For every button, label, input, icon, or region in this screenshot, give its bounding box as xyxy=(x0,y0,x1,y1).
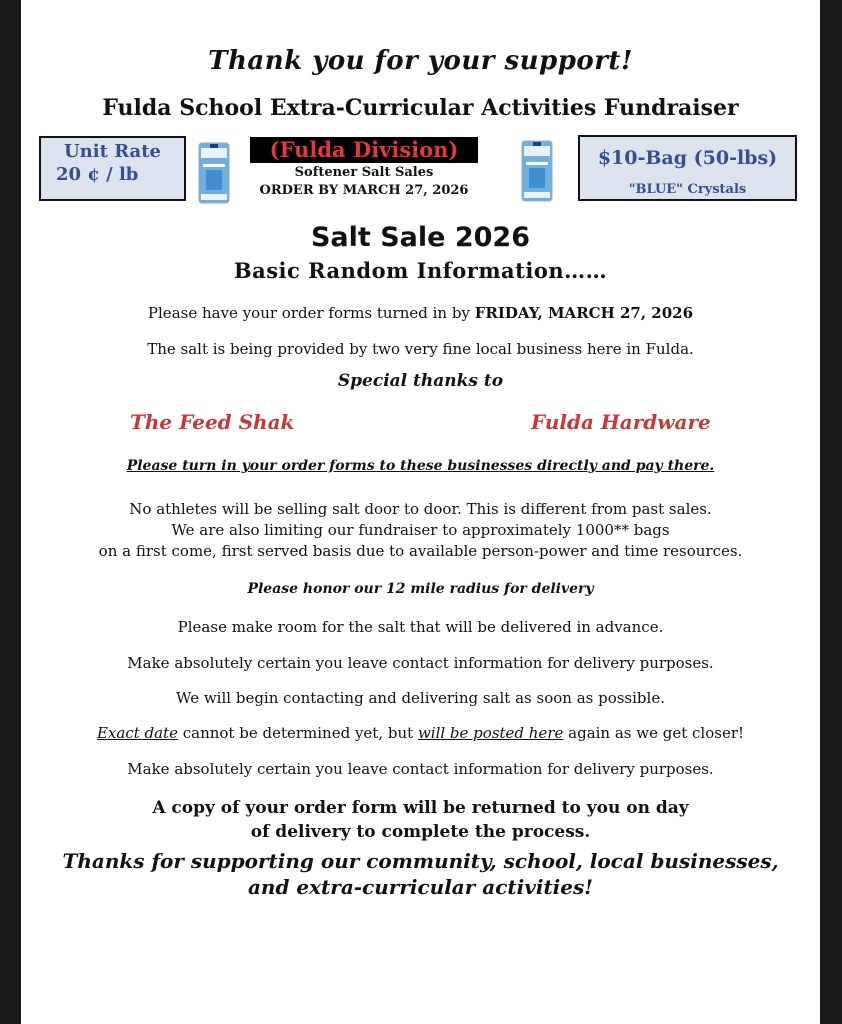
athletes-line-3: on a first come, first served basis due to available person-power and time resources. xyxy=(98,542,743,560)
make-room-line: Please make room for the salt that will be delivered in advance. xyxy=(177,618,664,636)
exact-date-text: Exact date xyxy=(96,724,178,742)
contact-info-line-2: Make absolutely certain you leave contact information for delivery purposes. xyxy=(127,760,714,778)
radius-notice: Please honor our 12 mile radius for delivery xyxy=(247,581,594,597)
softener-label: Softener Salt Sales xyxy=(294,165,434,180)
cannot-text: cannot be determined yet, but xyxy=(177,724,418,742)
salt-bag-icon xyxy=(521,140,553,202)
order-deadline-prefix: Please have your order forms turned in by xyxy=(147,304,475,322)
contacting-line: We will begin contacting and delivering salt as soon as possible. xyxy=(176,689,665,707)
division-banner: (Fulda Division) xyxy=(250,137,478,163)
contact-info-line: Make absolutely certain you leave contact information for delivery purposes. xyxy=(127,654,714,672)
thank-you-heading: Thank you for your support! xyxy=(208,46,633,76)
price-box xyxy=(578,135,797,201)
closer-text: again as we get closer! xyxy=(563,724,745,742)
order-copy-line-2: of delivery to complete the process. xyxy=(250,822,591,842)
provided-by-line: The salt is being provided by two very fine local business here in Fulda. xyxy=(147,340,694,358)
unit-rate-label: Unit Rate xyxy=(63,141,161,162)
salt-bag-icon xyxy=(198,142,230,204)
closing-thanks xyxy=(21,848,820,900)
bag-price: $10-Bag (50-lbs) xyxy=(597,147,778,169)
order-deadline-date: FRIDAY, MARCH 27, 2026 xyxy=(474,304,694,322)
business-feed-shak: The Feed Shak xyxy=(130,410,295,434)
flyer-page xyxy=(21,0,820,1024)
turn-in-instructions: Please turn in your order forms to these businesses directly and pay there. xyxy=(126,458,715,474)
athletes-paragraph xyxy=(21,499,820,562)
order-deadline-line xyxy=(21,304,820,322)
unit-rate-value: 20 ¢ / lb xyxy=(56,164,139,185)
unit-rate-box xyxy=(39,136,186,201)
business-fulda-hardware: Fulda Hardware xyxy=(531,410,711,434)
closing-line-2: and extra-curricular activities! xyxy=(247,875,594,899)
closing-line-1: Thanks for supporting our community, school, local businesses, xyxy=(62,849,779,873)
posted-here-text: will be posted here xyxy=(417,724,564,742)
order-copy-notice xyxy=(21,796,820,844)
order-by-label: ORDER BY MARCH 27, 2026 xyxy=(259,183,469,198)
salt-sale-title: Salt Sale 2026 xyxy=(310,222,530,253)
athletes-line-2: We are also limiting our fundraiser to approximately 1000** bags xyxy=(171,521,670,539)
fundraiser-title: Fulda School Extra-Curricular Activities Fundraiser xyxy=(102,95,739,121)
exact-date-line xyxy=(21,724,820,742)
athletes-line-1: No athletes will be selling salt door to door. This is different from past sales. xyxy=(129,500,712,518)
crystals-label: "BLUE" Crystals xyxy=(628,182,747,197)
special-thanks: Special thanks to xyxy=(337,371,504,391)
order-copy-line-1: A copy of your order form will be returned to you on day xyxy=(152,798,689,818)
basic-info-heading: Basic Random Information…… xyxy=(233,258,608,283)
